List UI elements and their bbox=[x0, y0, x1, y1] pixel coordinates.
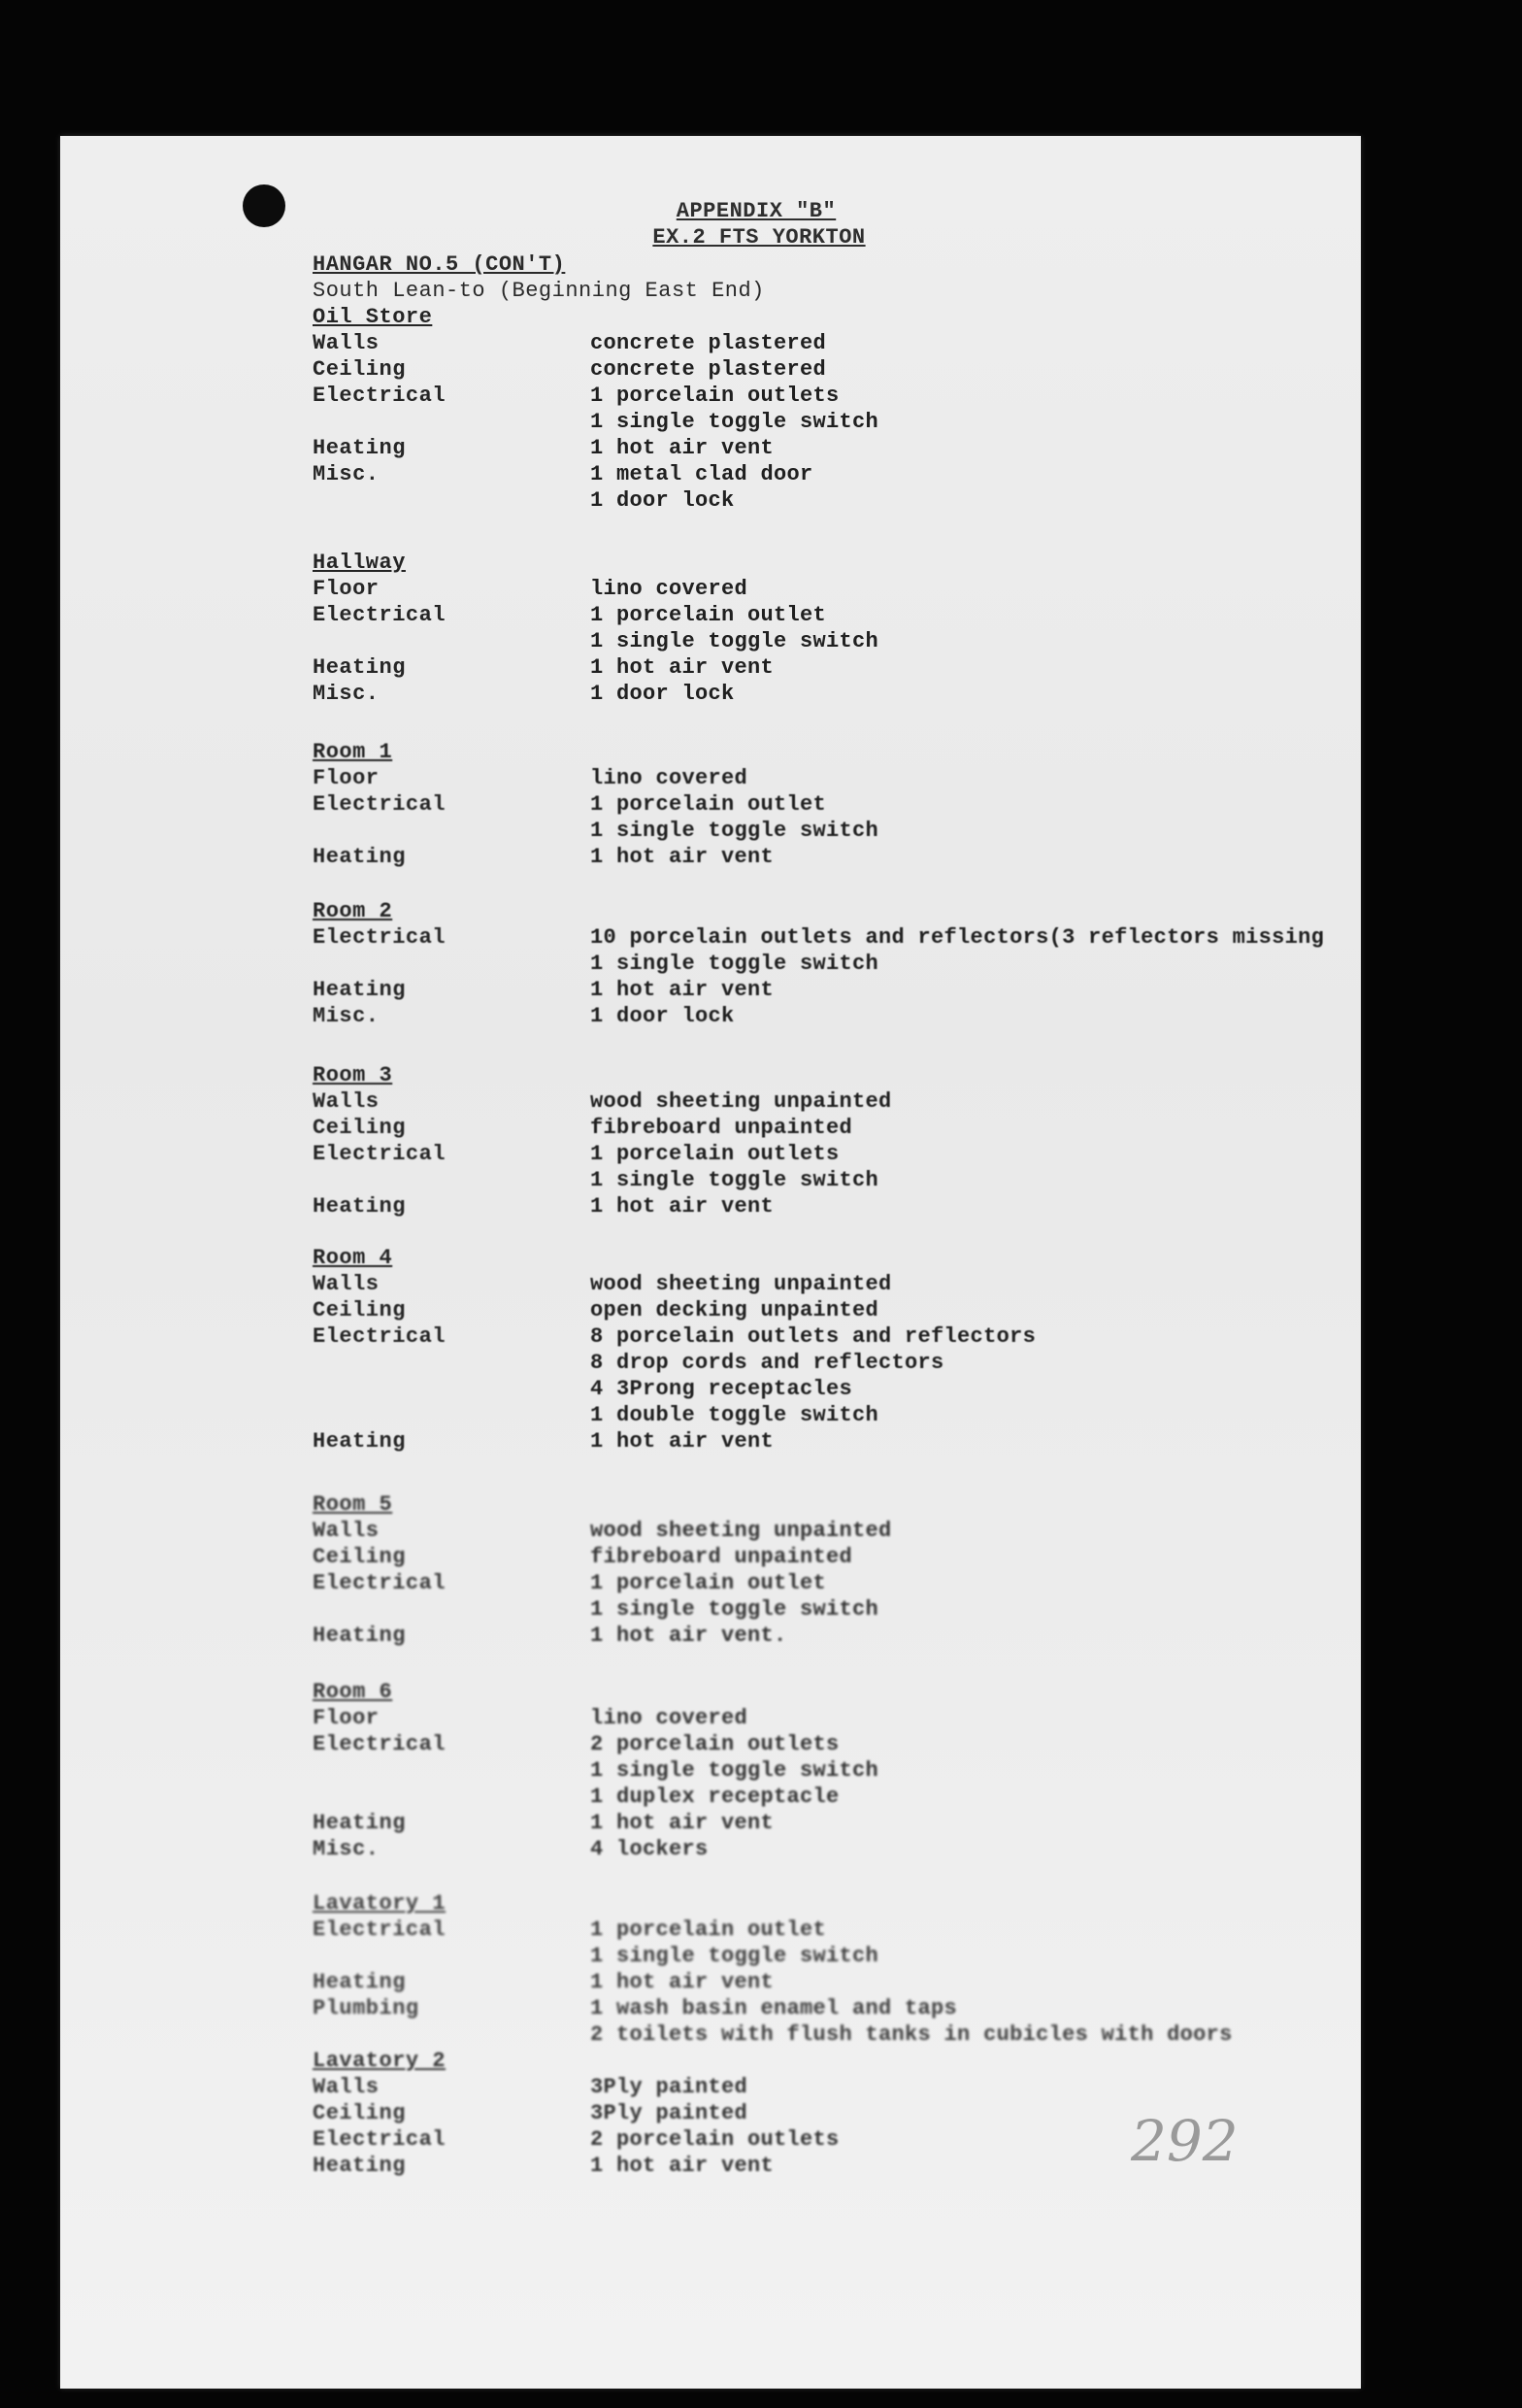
field-value: lino covered bbox=[590, 1706, 748, 1730]
section-title: Lavatory 2 bbox=[313, 2049, 447, 2073]
field-label: Misc. bbox=[313, 1004, 380, 1028]
field-value: 2 toilets with flush tanks in cubicles with doors bbox=[590, 2023, 1233, 2047]
field-value: open decking unpainted bbox=[590, 1298, 879, 1322]
field-label: Ceiling bbox=[313, 2101, 406, 2125]
hangar-title: HANGAR NO.5 (CON'T) bbox=[313, 252, 566, 277]
field-value: lino covered bbox=[590, 766, 748, 790]
field-value: 1 hot air vent bbox=[590, 845, 775, 869]
field-label: Electrical bbox=[313, 1142, 447, 1166]
section-title: Room 6 bbox=[313, 1680, 393, 1704]
field-label: Ceiling bbox=[313, 1116, 406, 1140]
field-label: Walls bbox=[313, 331, 380, 355]
field-label: Walls bbox=[313, 2075, 380, 2099]
field-label: Heating bbox=[313, 436, 406, 460]
field-value: 2 porcelain outlets bbox=[590, 2127, 840, 2152]
field-label: Walls bbox=[313, 1272, 380, 1296]
field-value: 1 hot air vent bbox=[590, 436, 775, 460]
section-title: Room 1 bbox=[313, 740, 393, 764]
section-title: Hallway bbox=[313, 551, 406, 575]
field-value: 1 hot air vent bbox=[590, 1194, 775, 1219]
field-label: Misc. bbox=[313, 462, 380, 486]
field-value: 8 drop cords and reflectors bbox=[590, 1351, 944, 1375]
field-label: Heating bbox=[313, 1429, 406, 1454]
field-label: Heating bbox=[313, 978, 406, 1002]
field-value: 1 single toggle switch bbox=[590, 1944, 879, 1968]
field-label: Heating bbox=[313, 655, 406, 680]
section-title: Lavatory 1 bbox=[313, 1891, 447, 1916]
appendix-title: APPENDIX "B" bbox=[676, 199, 837, 223]
field-value: 1 porcelain outlets bbox=[590, 384, 840, 408]
field-value: concrete plastered bbox=[590, 331, 827, 355]
field-label: Misc. bbox=[313, 682, 380, 706]
field-value: 1 hot air vent bbox=[590, 655, 775, 680]
page-number: 292 bbox=[1131, 2108, 1239, 2174]
field-label: Electrical bbox=[313, 792, 447, 817]
section-title: Room 3 bbox=[313, 1063, 393, 1087]
field-value: 1 hot air vent bbox=[590, 2154, 775, 2178]
field-value: 1 hot air vent bbox=[590, 978, 775, 1002]
field-value: 2 porcelain outlets bbox=[590, 1732, 840, 1756]
field-label: Heating bbox=[313, 1970, 406, 1994]
field-label: Electrical bbox=[313, 603, 447, 627]
field-value: lino covered bbox=[590, 577, 748, 601]
field-label: Misc. bbox=[313, 1837, 380, 1861]
field-value: 1 porcelain outlet bbox=[590, 792, 827, 817]
field-value: 1 porcelain outlet bbox=[590, 603, 827, 627]
field-label: Electrical bbox=[313, 1918, 447, 1942]
field-value: 1 porcelain outlet bbox=[590, 1571, 827, 1595]
field-label: Ceiling bbox=[313, 1298, 406, 1322]
field-value: 10 porcelain outlets and reflectors(3 reflectors missing bbox=[590, 925, 1325, 950]
field-label: Heating bbox=[313, 2154, 406, 2178]
area-title: South Lean-to (Beginning East End) bbox=[313, 279, 765, 303]
field-value: 1 single toggle switch bbox=[590, 1597, 879, 1622]
handwritten-page-number bbox=[1121, 2107, 1267, 2175]
field-label: Floor bbox=[313, 1706, 380, 1730]
field-value: 4 3Prong receptacles bbox=[590, 1377, 853, 1401]
field-label: Walls bbox=[313, 1519, 380, 1543]
field-value: 1 wash basin enamel and taps bbox=[590, 1996, 958, 2021]
field-value: 1 hot air vent bbox=[590, 1429, 775, 1454]
field-value: concrete plastered bbox=[590, 357, 827, 382]
field-value: 1 porcelain outlet bbox=[590, 1918, 827, 1942]
field-value: 1 hot air vent bbox=[590, 1970, 775, 1994]
section-title: Oil Store bbox=[313, 305, 433, 329]
field-value: fibreboard unpainted bbox=[590, 1545, 853, 1569]
field-value: 1 single toggle switch bbox=[590, 952, 879, 976]
field-value: 1 porcelain outlets bbox=[590, 1142, 840, 1166]
field-value: wood sheeting unpainted bbox=[590, 1519, 892, 1543]
field-value: 1 single toggle switch bbox=[590, 629, 879, 653]
field-value: 1 single toggle switch bbox=[590, 1758, 879, 1783]
field-label: Heating bbox=[313, 1623, 406, 1648]
field-value: wood sheeting unpainted bbox=[590, 1089, 892, 1114]
field-value: 4 lockers bbox=[590, 1837, 709, 1861]
field-value: 1 door lock bbox=[590, 1004, 735, 1028]
field-value: 3Ply painted bbox=[590, 2075, 748, 2099]
field-value: fibreboard unpainted bbox=[590, 1116, 853, 1140]
field-value: 1 duplex receptacle bbox=[590, 1785, 840, 1809]
field-label: Plumbing bbox=[313, 1996, 419, 2021]
field-label: Floor bbox=[313, 577, 380, 601]
field-label: Electrical bbox=[313, 2127, 447, 2152]
station-title: EX.2 FTS YORKTON bbox=[652, 225, 866, 250]
field-label: Floor bbox=[313, 766, 380, 790]
field-label: Electrical bbox=[313, 1571, 447, 1595]
field-label: Electrical bbox=[313, 384, 447, 408]
field-label: Electrical bbox=[313, 1324, 447, 1349]
field-value: 1 door lock bbox=[590, 682, 735, 706]
field-value: 1 single toggle switch bbox=[590, 1168, 879, 1192]
field-value: 1 hot air vent bbox=[590, 1811, 775, 1835]
field-value: 1 single toggle switch bbox=[590, 410, 879, 434]
field-label: Walls bbox=[313, 1089, 380, 1114]
field-label: Ceiling bbox=[313, 1545, 406, 1569]
field-value: 1 metal clad door bbox=[590, 462, 813, 486]
field-label: Heating bbox=[313, 1811, 406, 1835]
field-label: Heating bbox=[313, 1194, 406, 1219]
field-value: 1 double toggle switch bbox=[590, 1403, 879, 1427]
field-value: 1 hot air vent. bbox=[590, 1623, 787, 1648]
field-value: 1 single toggle switch bbox=[590, 819, 879, 843]
field-value: 3Ply painted bbox=[590, 2101, 748, 2125]
field-label: Electrical bbox=[313, 925, 447, 950]
section-title: Room 2 bbox=[313, 899, 393, 923]
field-value: 1 door lock bbox=[590, 488, 735, 513]
field-value: 8 porcelain outlets and reflectors bbox=[590, 1324, 1037, 1349]
field-value: wood sheeting unpainted bbox=[590, 1272, 892, 1296]
section-title: Room 4 bbox=[313, 1246, 393, 1270]
section-title: Room 5 bbox=[313, 1492, 393, 1517]
field-label: Ceiling bbox=[313, 357, 406, 382]
field-label: Electrical bbox=[313, 1732, 447, 1756]
field-label: Heating bbox=[313, 845, 406, 869]
